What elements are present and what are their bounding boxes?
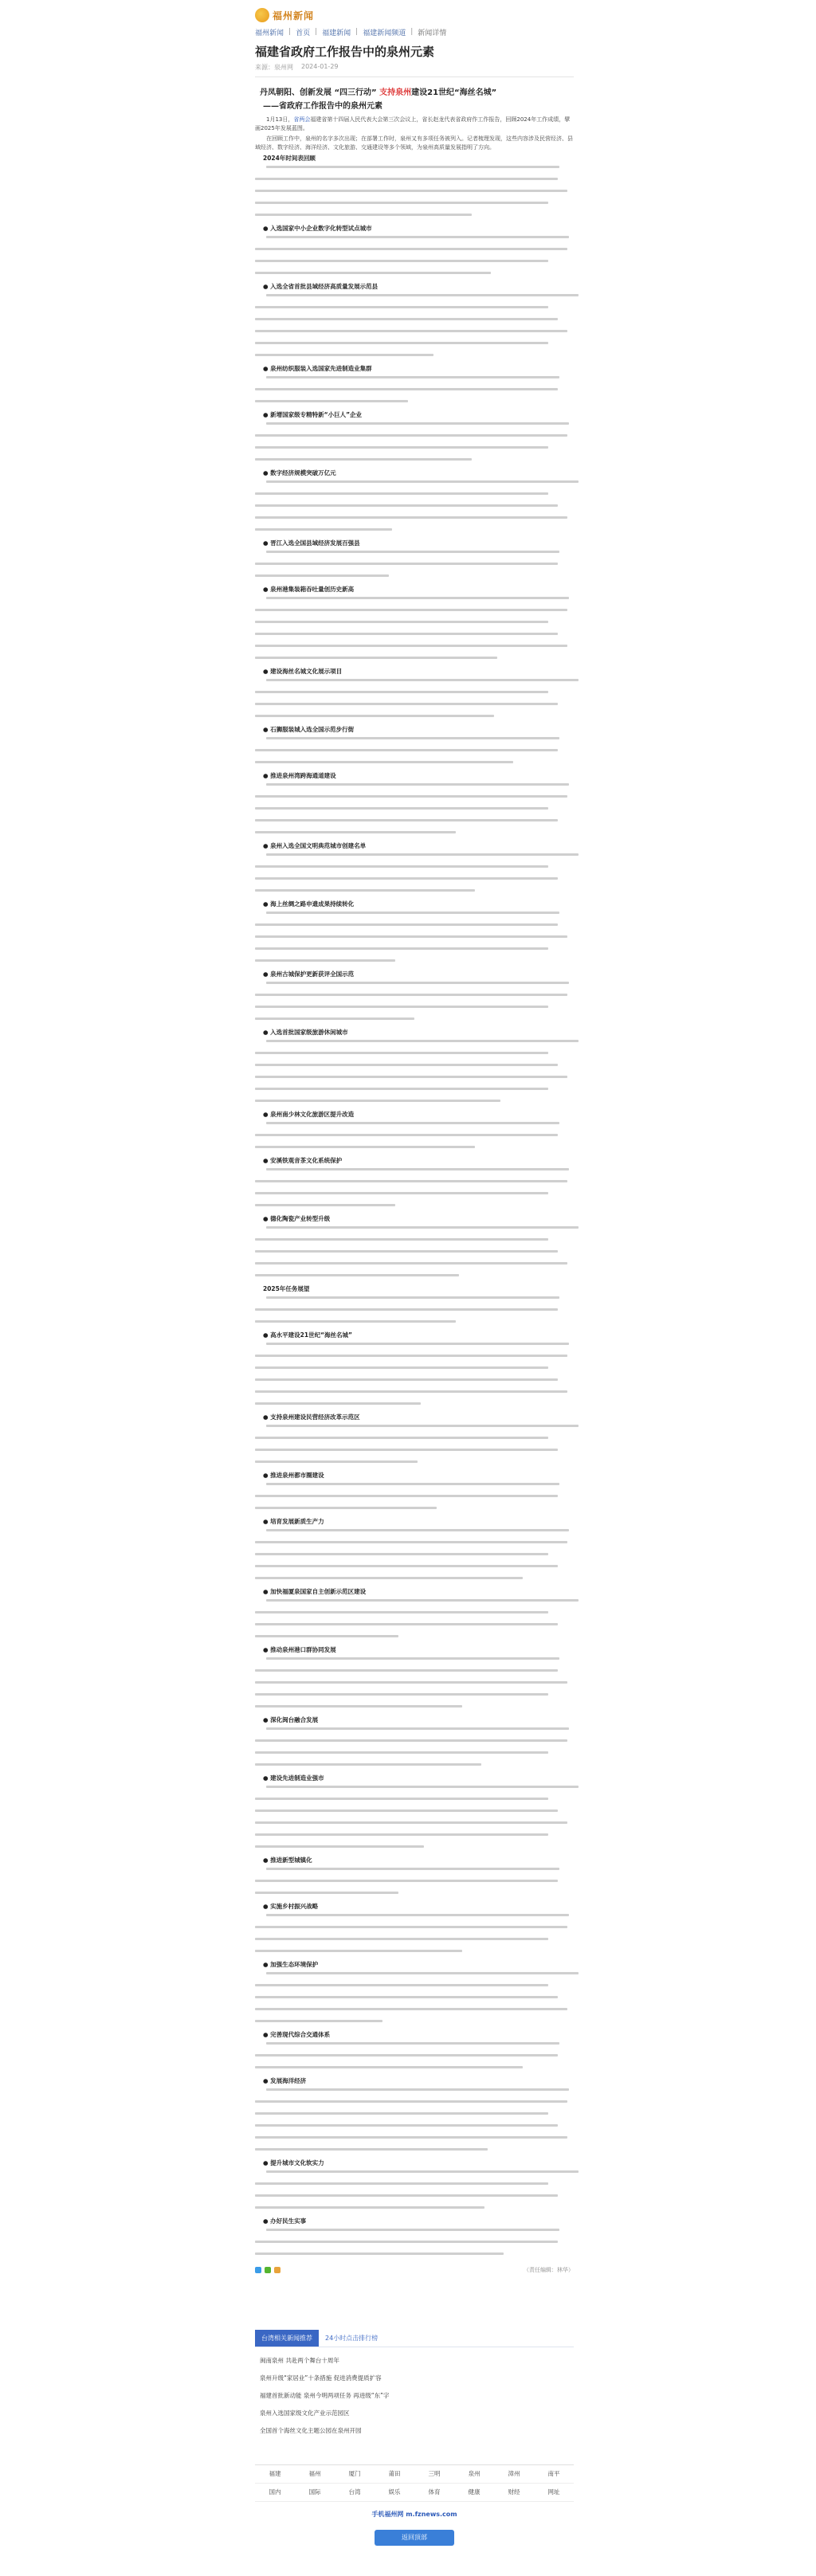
body-text-line: [255, 528, 574, 537]
body-text-line: [255, 2042, 574, 2051]
body-text-line: [255, 1250, 574, 1259]
title-divider: [255, 76, 574, 77]
body-text-line: [255, 2008, 574, 2017]
section-heading: ● 海上丝绸之路申遗成果持续转化: [263, 900, 355, 908]
body-text-line: [255, 935, 574, 944]
body-text-line: [255, 1984, 574, 1993]
body-text-line: [255, 1238, 574, 1247]
body-text-line: [255, 1168, 574, 1177]
body-text-line: [255, 1914, 574, 1923]
breadcrumb: [0, 25, 816, 38]
body-text-line: [255, 1565, 574, 1574]
body-text-line: [255, 657, 574, 665]
channel-link[interactable]: 国内: [255, 2484, 295, 2502]
section-heading: ● 泉州港集装箱吞吐量创历史新高: [263, 586, 355, 593]
body-text-line: [255, 1425, 574, 1433]
body-text-line: [255, 994, 574, 1002]
breadcrumb-separator: |: [315, 28, 318, 36]
body-text-line: [255, 2148, 574, 2157]
body-text-line: [255, 1402, 574, 1411]
body-text-line: [255, 2206, 574, 2215]
body-text-line: [255, 330, 574, 339]
body-text-line: [255, 1786, 574, 1794]
share-weibo-icon[interactable]: [255, 2267, 261, 2273]
body-text-line: [255, 480, 574, 489]
headline-prefix: 丹凤朝阳、创新发展: [260, 88, 332, 97]
body-text-line: [255, 1064, 574, 1072]
body-text-line: [255, 1088, 574, 1096]
body-text-line: [255, 1040, 574, 1049]
article-subheadline: ——省政府工作报告中的泉州元素: [263, 102, 382, 111]
body-text-line: [255, 400, 574, 409]
share-qzone-icon[interactable]: [274, 2267, 280, 2273]
article-time: 2024-01-29: [301, 63, 339, 70]
body-text-line: [255, 959, 574, 968]
section-heading: ● 办好民生实事: [263, 2217, 307, 2225]
body-text-line: [255, 982, 574, 990]
body-text-line: [255, 1378, 574, 1387]
body-text-line: [255, 1996, 574, 2005]
body-text-line: [255, 807, 574, 816]
body-text-line: [255, 422, 574, 431]
body-text-line: [255, 1320, 574, 1329]
body-text-line: [255, 2020, 574, 2029]
section-heading: ● 发展海洋经济: [263, 2077, 307, 2084]
article-footer: [255, 2266, 574, 2274]
article-meta: [255, 63, 574, 72]
section-heading: ● 新增国家级专精特新“小巨人”企业: [263, 411, 363, 418]
body-text-line: [255, 2100, 574, 2109]
body-text-line: [255, 1821, 574, 1830]
list-item[interactable]: 泉州升级“家居业”十条措施 促进消费提质扩容: [260, 2374, 382, 2382]
body-text-line: [255, 1366, 574, 1375]
article-container: [255, 40, 574, 2274]
section-heading: ● 支持泉州建设民营经济改革示范区: [263, 1413, 360, 1421]
breadcrumb-separator: |: [288, 28, 292, 36]
body-text-line: [255, 1798, 574, 1806]
body-text-line: [255, 1972, 574, 1981]
body-text-line: [255, 166, 574, 174]
body-text-line: [255, 574, 574, 583]
section-heading: ● 建设海丝名城文化展示项目: [263, 668, 343, 675]
body-text-line: [255, 551, 574, 559]
body-text-line: [255, 2182, 574, 2191]
body-text-line: [255, 1134, 574, 1143]
section-heading: ● 推进新型城镇化: [263, 1857, 312, 1864]
body-text-line: [255, 1599, 574, 1608]
list-item[interactable]: 泉州入选国家级文化产业示范园区: [260, 2409, 350, 2417]
section-heading: ● 泉州入选全国文明典范城市创建名单: [263, 842, 367, 849]
section-heading: ● 德化陶瓷产业转型升级: [263, 1215, 331, 1222]
body-text-line: [255, 2229, 574, 2237]
body-text-line: [255, 1449, 574, 1457]
breadcrumb-item-current: 新闻详情: [418, 29, 447, 37]
body-text-line: [255, 342, 574, 351]
section-heading: ● 实施乡村振兴战略: [263, 1903, 319, 1910]
body-text-line: [255, 1657, 574, 1666]
channel-link[interactable]: 娱乐: [375, 2484, 414, 2502]
channel-link[interactable]: 财经: [494, 2484, 534, 2502]
body-text-line: [255, 853, 574, 862]
body-text-line: [255, 2253, 574, 2261]
body-text-line: [255, 516, 574, 525]
section-heading: ● 高水平建设21世纪“海丝名城”: [263, 1331, 352, 1339]
body-text-line: [255, 761, 574, 770]
breadcrumb-item-fujian[interactable]: 福建新闻: [322, 29, 351, 37]
body-text-line: [255, 294, 574, 303]
list-item[interactable]: 全国首个海丝文化主题公园在泉州开园: [260, 2427, 362, 2434]
body-text-line: [255, 1262, 574, 1271]
related-list: [255, 2347, 574, 2440]
section-heading: ● 石狮服装城入选全国示范步行街: [263, 726, 355, 733]
body-text-line: [255, 1577, 574, 1586]
logo-text: 福州新闻: [273, 10, 315, 22]
headline-highlight[interactable]: 支持泉州: [379, 88, 412, 97]
summary-paragraph: 在回顾工作中，泉州的名字多次出现；在部署工作时，泉州又有多项任务被列入。记者梳理发现，这些内容涉及民营经济、县域经济、数字经济、海洋经济、文化旅游、交通建设等多个领域，为泉州高质量发展指明了方向。: [255, 135, 573, 151]
body-text-line: [255, 354, 574, 363]
body-text-line: [255, 819, 574, 828]
body-text-line: [255, 1017, 574, 1026]
body-text-line: [255, 679, 574, 688]
section-heading: ● 数字经济规模突破万亿元: [263, 469, 336, 476]
body-text-line: [255, 1553, 574, 1562]
body-text-line: [255, 1809, 574, 1818]
body-text-line: [255, 190, 574, 198]
breadcrumb-item-channel[interactable]: 福建新闻频道: [363, 29, 406, 37]
body-text-line: [255, 1892, 574, 1900]
body-text-line: [255, 1483, 574, 1492]
body-text-line: [255, 1146, 574, 1155]
article-source: 来源：泉州网: [255, 64, 293, 71]
channel-link[interactable]: 三明: [414, 2465, 454, 2484]
body-text-line: [255, 1192, 574, 1201]
breadcrumb-separator: |: [410, 28, 414, 36]
breadcrumb-item-index[interactable]: 首页: [296, 29, 311, 37]
body-text-line: [255, 563, 574, 571]
section-heading: ● 入选国家中小企业数字化转型试点城市: [263, 225, 372, 232]
section-heading: ● 泉州南少林文化旅游区提升改造: [263, 1111, 355, 1118]
section-heading: ● 建设先进制造业强市: [263, 1774, 324, 1782]
section-heading: ● 加快福厦泉国家自主创新示范区建设: [263, 1588, 367, 1595]
body-text-line: [255, 633, 574, 641]
body-text-line: [255, 1705, 574, 1714]
site-logo[interactable]: [255, 8, 314, 22]
channel-link[interactable]: 台湾: [335, 2484, 375, 2502]
section-heading: ● 泉州古城保护更新获评全国示范: [263, 970, 355, 978]
section-heading: ● 晋江入选全国县域经济发展百强县: [263, 539, 360, 547]
body-text-line: [255, 1343, 574, 1351]
section-heading: ● 推进泉州湾跨海通道建设: [263, 772, 336, 779]
body-text-line: [255, 2241, 574, 2249]
body-text-line: [255, 715, 574, 723]
article-headline: [255, 85, 574, 97]
body-text-line: [255, 458, 574, 467]
section-heading: ● 安溪铁观音茶文化系统保护: [263, 1157, 343, 1164]
body-text-line: [255, 783, 574, 792]
body-text-line: [255, 1938, 574, 1947]
body-text-line: [255, 492, 574, 501]
body-text-line: [255, 865, 574, 874]
body-text-line: [255, 1529, 574, 1538]
top-bar: [0, 0, 816, 25]
body-text-line: [255, 1880, 574, 1888]
mobile-site-link[interactable]: 手机福州网 m.fznews.com: [371, 2511, 457, 2518]
breadcrumb-item-home[interactable]: 福州新闻: [255, 29, 284, 37]
intro-paragraph: [255, 116, 574, 133]
body-text-line: [255, 2066, 574, 2075]
body-text-line: [255, 1437, 574, 1445]
body-text-line: [255, 597, 574, 606]
body-text-line: [255, 1204, 574, 1213]
body-text-line: [255, 1122, 574, 1131]
headline-mid: “四三行动”: [334, 88, 377, 97]
body-text-line: [255, 1845, 574, 1854]
body-text-line: [255, 1950, 574, 1958]
channel-link[interactable]: 体育: [414, 2484, 454, 2502]
section-heading: ● 培育发展新质生产力: [263, 1518, 324, 1525]
body-text-line: [255, 1681, 574, 1690]
channel-link[interactable]: 莆田: [375, 2465, 414, 2484]
body-text-line: [255, 691, 574, 700]
section-heading: ● 泉州纺织服装入选国家先进制造业集群: [263, 365, 372, 372]
body-text-line: [255, 178, 574, 186]
body-text-line: [255, 2124, 574, 2133]
section-heading: 2025年任务展望: [263, 1285, 310, 1292]
channel-link[interactable]: 健康: [454, 2484, 494, 2502]
body-text-line: [255, 877, 574, 886]
body-text-line: [255, 621, 574, 629]
body-text-line: [255, 831, 574, 840]
body-text-line: [255, 645, 574, 653]
body-text-line: [255, 2054, 574, 2063]
list-item[interactable]: 福建首批新动能 泉州今明两项任务 再进级“东”字: [260, 2392, 390, 2399]
body-text-line: [255, 1763, 574, 1772]
body-text-line: [255, 737, 574, 746]
body-text-line: [255, 318, 574, 327]
body-text-line: [255, 504, 574, 513]
channel-grid: [255, 2464, 574, 2502]
body-text-line: [255, 1390, 574, 1399]
body-text-line: [255, 248, 574, 257]
editor-credit: （责任编辑：林华）: [524, 2267, 574, 2273]
body-text-line: [255, 202, 574, 210]
article-title: 福建省政府工作报告中的泉州元素: [255, 45, 435, 59]
body-text-line: [255, 272, 574, 280]
channel-link[interactable]: 福建: [255, 2465, 295, 2484]
body-text-line: [255, 2170, 574, 2179]
body-text-line: [255, 2112, 574, 2121]
tab-ranking[interactable]: 24小时点击排行榜: [325, 2335, 379, 2342]
body-text-line: [255, 1100, 574, 1108]
section-heading: 2024年时间表回顾: [263, 155, 316, 162]
body-text-line: [255, 260, 574, 269]
channel-link[interactable]: 漳州: [494, 2465, 534, 2484]
share-bar: [255, 2267, 280, 2273]
section-heading: ● 提升城市文化软实力: [263, 2159, 324, 2166]
body-text-line: [255, 1461, 574, 1469]
body-text-line: [255, 1006, 574, 1014]
body-text-line: [255, 1635, 574, 1644]
body-text-line: [255, 1868, 574, 1876]
section-heading: ● 深化闽台融合发展: [263, 1716, 319, 1723]
body-text-line: [255, 214, 574, 222]
intro-text-b: 福建省第十四届人民代表大会第三次会议上，省长赵龙代表省政府作工作报告，回顾2024年工作成绩，擘画2025年发展蓝图。: [255, 116, 571, 131]
section-heading: ● 加强生态环境保护: [263, 1961, 319, 1968]
page-footer: [255, 2464, 574, 2546]
body-text-line: [255, 1355, 574, 1363]
list-item[interactable]: 闽南泉州 共赴两个舞台十周年: [260, 2357, 339, 2364]
body-text-line: [255, 947, 574, 956]
body-text-line: [255, 1751, 574, 1760]
related-news: [255, 2330, 574, 2440]
inline-link[interactable]: 省两会: [293, 116, 311, 123]
body-text-line: [255, 749, 574, 758]
body-text-line: [255, 1833, 574, 1842]
section-heading: ● 入选全省首批县域经济高质量发展示范县: [263, 283, 379, 290]
body-text-line: [255, 1052, 574, 1061]
channel-link[interactable]: 福州: [295, 2465, 335, 2484]
body-text-line: [255, 1076, 574, 1084]
body-text-line: [255, 1180, 574, 1189]
tab-recommended[interactable]: 台湾相关新闻推荐: [255, 2330, 319, 2347]
body-text-line: [255, 1296, 574, 1305]
body-text-line: [255, 1507, 574, 1515]
body-text-line: [255, 388, 574, 397]
body-text-line: [255, 703, 574, 712]
body-text-line: [255, 1693, 574, 1702]
share-wechat-icon[interactable]: [265, 2267, 271, 2273]
body-text-line: [255, 1495, 574, 1504]
body-text-line: [255, 236, 574, 245]
body-text-line: [255, 1308, 574, 1317]
channel-link[interactable]: 网址: [534, 2484, 574, 2502]
section-heading: ● 推进泉州都市圈建设: [263, 1472, 324, 1479]
body-text-line: [255, 446, 574, 455]
body-text-line: [255, 1541, 574, 1550]
body-text-line: [255, 2136, 574, 2145]
logo-icon: [255, 8, 269, 22]
body-text-line: [255, 795, 574, 804]
channel-link[interactable]: 国际: [295, 2484, 335, 2502]
body-text-line: [255, 1669, 574, 1678]
channel-link[interactable]: 泉州: [454, 2465, 494, 2484]
channel-link[interactable]: 南平: [534, 2465, 574, 2484]
body-text-line: [255, 1611, 574, 1620]
intro-text-a: 1月13日，: [266, 116, 294, 123]
body-text-line: [255, 1739, 574, 1748]
body-text-line: [255, 889, 574, 898]
section-heading: ● 推动泉州港口群协同发展: [263, 1646, 336, 1653]
related-tabs: [255, 2330, 574, 2347]
breadcrumb-separator: |: [355, 28, 359, 36]
body-text-line: [255, 609, 574, 618]
body-text-line: [255, 912, 574, 920]
channel-link[interactable]: 厦门: [335, 2465, 375, 2484]
body-text-line: [255, 376, 574, 385]
article-body: [255, 154, 574, 2261]
body-text-line: [255, 1623, 574, 1632]
body-text-line: [255, 2088, 574, 2097]
headline-suffix: 建设21世纪“海丝名城”: [411, 88, 497, 97]
body-text-line: [255, 1274, 574, 1283]
section-heading: ● 入选首批国家级旅游休闲城市: [263, 1029, 348, 1036]
body-text-line: [255, 306, 574, 315]
back-to-top-button[interactable]: 返回顶部: [375, 2530, 454, 2546]
body-text-line: [255, 1727, 574, 1736]
body-text-line: [255, 1926, 574, 1935]
body-text-line: [255, 2194, 574, 2203]
body-text-line: [255, 1226, 574, 1235]
body-text-line: [255, 923, 574, 932]
section-heading: ● 完善现代综合交通体系: [263, 2031, 331, 2038]
body-text-line: [255, 434, 574, 443]
